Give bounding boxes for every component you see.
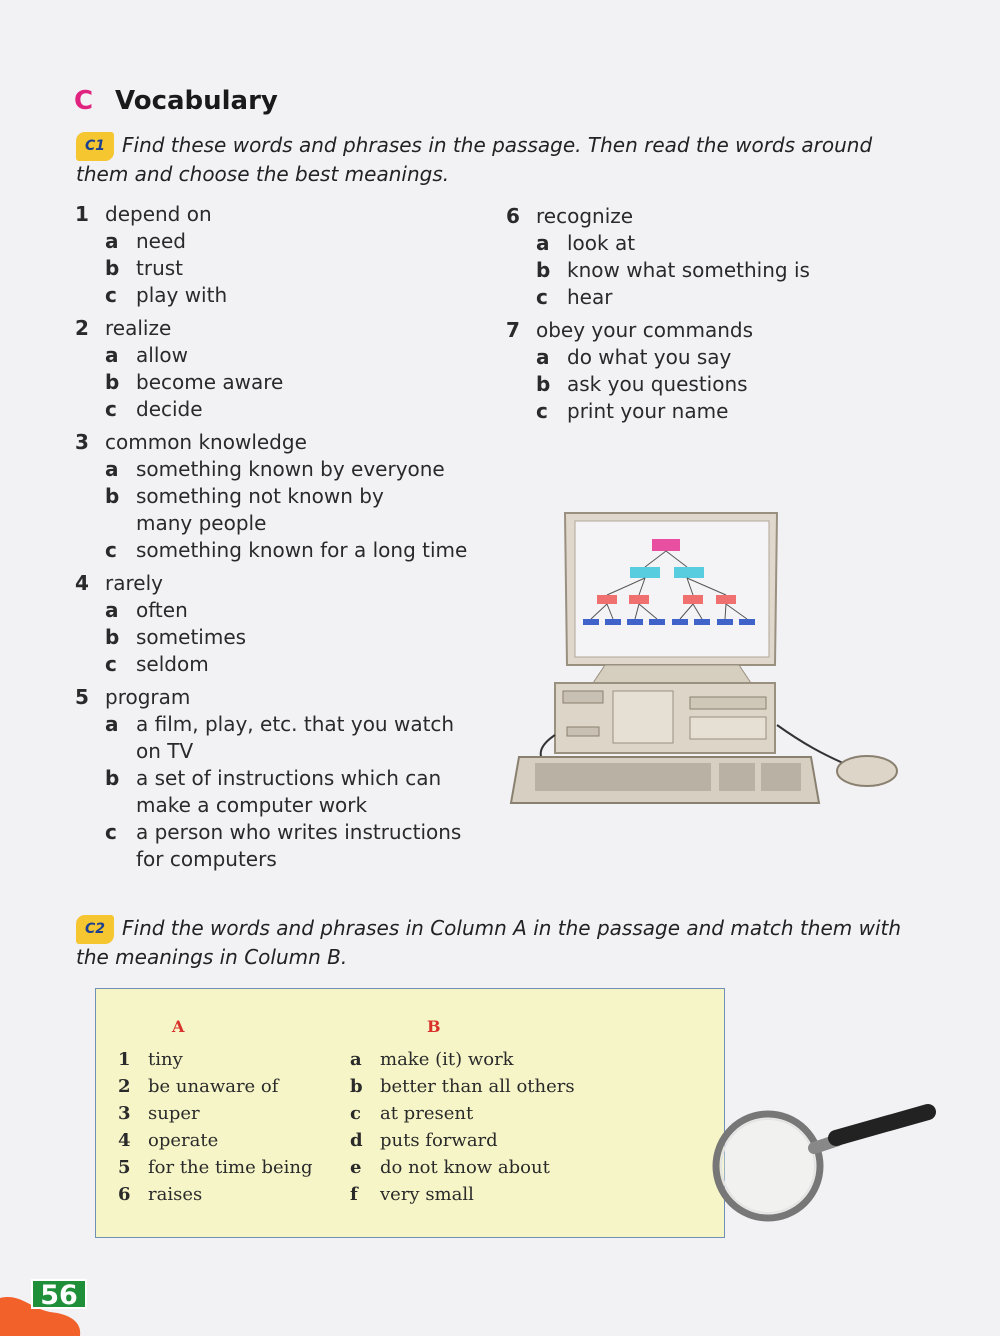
column-a-item[interactable]: 2 be unaware of <box>118 1076 279 1097</box>
option-letter: a <box>105 343 119 367</box>
option-letter: a <box>105 712 119 736</box>
option-letter: b <box>105 370 120 394</box>
option-letter: a <box>105 229 119 253</box>
question-6 <box>506 203 906 311</box>
c1-instruction <box>76 132 916 188</box>
column-a-item[interactable]: 3 super <box>118 1103 200 1124</box>
question-number: 5 <box>75 685 89 709</box>
option-letter: a <box>105 457 119 481</box>
question-1 <box>75 201 475 309</box>
question-number: 2 <box>75 316 89 340</box>
column-b-item[interactable]: d puts forward <box>350 1130 498 1151</box>
option-letter: b <box>536 372 551 396</box>
column-a-header: A <box>172 1017 185 1036</box>
section-title: Vocabulary <box>115 86 278 116</box>
question-term: rarely <box>105 571 163 595</box>
column-b-list <box>350 1046 575 1208</box>
question-term: common knowledge <box>105 430 307 454</box>
monitor-stand <box>593 665 751 683</box>
option-text[interactable]: something known for a long time <box>136 538 468 562</box>
option-letter: b <box>536 258 551 282</box>
column-a-item[interactable]: 5 for the time being <box>118 1157 313 1178</box>
option-text[interactable]: a film, play, etc. that you watch on TV <box>136 712 455 763</box>
question-number: 4 <box>75 571 89 595</box>
question-number: 7 <box>506 318 520 342</box>
option-text[interactable]: play with <box>136 283 228 307</box>
option-text[interactable]: need <box>136 229 186 253</box>
section-letter: C <box>74 86 94 116</box>
option-letter: a <box>105 598 119 622</box>
column-b-header: B <box>427 1017 441 1036</box>
option-letter: b <box>105 484 120 508</box>
option-text[interactable]: hear <box>567 285 613 309</box>
column-b-item[interactable]: c at present <box>350 1103 474 1124</box>
column-b-item[interactable]: e do not know about <box>350 1157 550 1178</box>
option-letter: a <box>536 345 550 369</box>
option-text[interactable]: decide <box>136 397 203 421</box>
question-2 <box>75 315 475 423</box>
c2-instruction-text: Find the words and phrases in Column A in the passage and match them with the meanings in Column B. <box>76 916 902 969</box>
option-text[interactable]: a set of instructions which can make a computer work <box>136 766 442 817</box>
option-text[interactable]: look at <box>567 231 636 255</box>
option-letter: a <box>536 231 550 255</box>
mouse-icon <box>837 756 897 786</box>
column-b-item[interactable]: b better than all others <box>350 1076 575 1097</box>
option-text[interactable]: something not known by many people <box>136 484 384 535</box>
c2-badge: C2 <box>76 915 114 944</box>
option-letter: c <box>105 652 117 676</box>
option-letter: c <box>105 820 117 844</box>
option-letter: c <box>536 399 548 423</box>
question-term: program <box>105 685 191 709</box>
option-text[interactable]: know what something is <box>567 258 810 282</box>
question-term: depend on <box>105 202 212 226</box>
question-number: 1 <box>75 202 89 226</box>
question-3 <box>75 429 475 564</box>
option-letter: b <box>105 625 120 649</box>
questions-left-column <box>75 201 475 879</box>
question-7 <box>506 317 906 425</box>
question-number: 6 <box>506 204 520 228</box>
question-4 <box>75 570 475 678</box>
option-text[interactable]: do what you say <box>567 345 732 369</box>
c1-badge: C1 <box>76 132 114 161</box>
option-text[interactable]: often <box>136 598 188 622</box>
option-letter: c <box>536 285 548 309</box>
column-a-item[interactable]: 6 raises <box>118 1184 203 1205</box>
option-letter: c <box>105 538 117 562</box>
magnifying-glass-icon <box>710 1100 940 1230</box>
option-text[interactable]: print your name <box>567 399 729 423</box>
question-term: recognize <box>536 204 634 228</box>
c1-instruction-text: Find these words and phrases in the passage. Then read the words around them and choose the best meanings. <box>76 133 873 186</box>
option-letter: c <box>105 283 117 307</box>
questions-right-column <box>506 203 906 431</box>
option-text[interactable]: ask you questions <box>567 372 748 396</box>
column-a-item[interactable]: 1 tiny <box>118 1049 183 1070</box>
option-text[interactable]: seldom <box>136 652 209 676</box>
column-a-item[interactable]: 4 operate <box>118 1130 219 1151</box>
option-text[interactable]: a person who writes instructions for computers <box>136 820 462 871</box>
computer-illustration <box>505 505 905 810</box>
c2-instruction <box>76 915 916 971</box>
column-b-item[interactable]: a make (it) work <box>350 1049 514 1070</box>
option-letter: b <box>105 766 120 790</box>
column-b-item[interactable]: f very small <box>350 1184 474 1205</box>
option-text[interactable]: become aware <box>136 370 284 394</box>
option-letter: c <box>105 397 117 421</box>
column-a-list <box>118 1046 313 1208</box>
option-text[interactable]: something known by everyone <box>136 457 445 481</box>
question-term: obey your commands <box>536 318 754 342</box>
question-number: 3 <box>75 430 89 454</box>
page-number: 56 <box>31 1279 87 1309</box>
matching-table <box>95 988 725 1238</box>
option-text[interactable]: trust <box>136 256 184 280</box>
question-term: realize <box>105 316 172 340</box>
option-text[interactable]: allow <box>136 343 188 367</box>
option-text[interactable]: sometimes <box>136 625 247 649</box>
question-5 <box>75 684 475 873</box>
option-letter: b <box>105 256 120 280</box>
